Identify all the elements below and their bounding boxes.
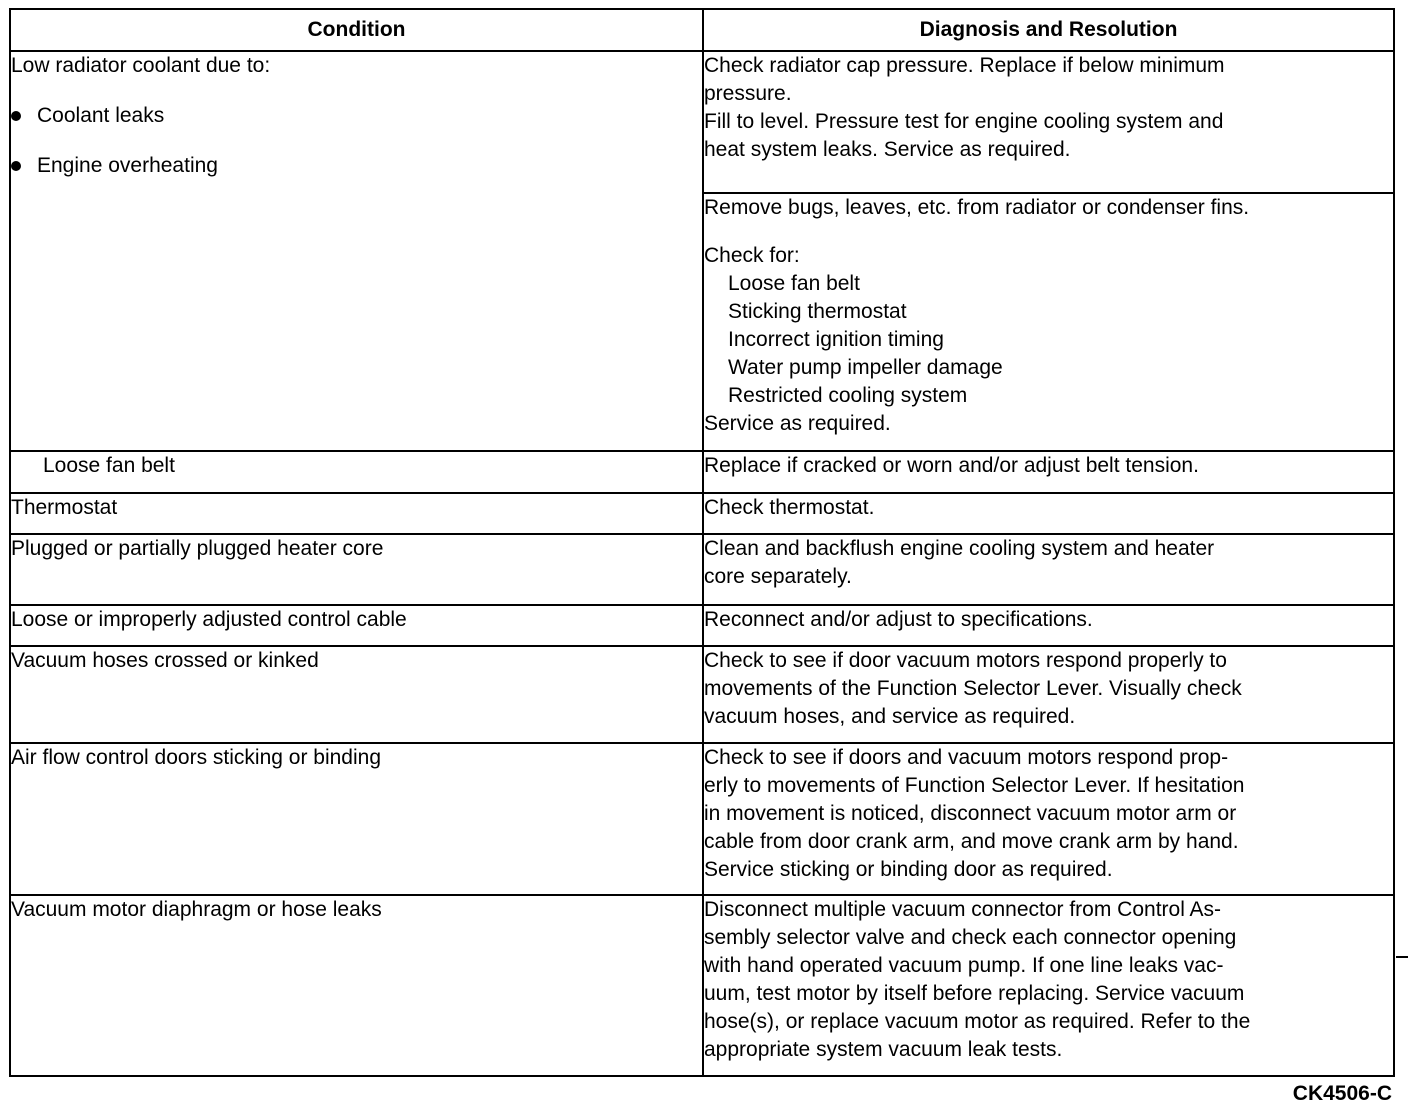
table-row — [10, 51, 1394, 193]
diagnosis-cell-check-for — [703, 193, 1394, 451]
condition-text: Air flow control doors sticking or binding — [11, 746, 382, 769]
check-item: Sticking thermostat — [728, 300, 907, 323]
diagnosis-line: uum, test motor by itself before replacing. Service vacuum — [704, 982, 1245, 1005]
condition-cell — [10, 895, 703, 1076]
diagnosis-header: Diagnosis and Resolution — [703, 9, 1394, 51]
bullet-icon — [11, 111, 21, 121]
diagnosis-line: with hand operated vacuum pump. If one line leaks vac- — [704, 954, 1224, 977]
condition-cell-low-coolant — [10, 51, 703, 451]
condition-cell — [10, 646, 703, 743]
condition-text: Thermostat — [11, 496, 118, 519]
diagnosis-line: core separately. — [704, 565, 852, 588]
condition-text: Vacuum hoses crossed or kinked — [11, 649, 319, 672]
diagnosis-line: erly to movements of Function Selector Lever. If hesitation — [704, 774, 1245, 797]
edge-tick-mark — [1396, 956, 1408, 958]
table-row — [10, 493, 1394, 534]
list-item — [11, 102, 702, 130]
diagnosis-line: Check to see if doors and vacuum motors respond prop- — [704, 746, 1229, 769]
diagnosis-line: in movement is noticed, disconnect vacuum motor arm or — [704, 802, 1237, 825]
diagnosis-line: Service as required. — [704, 412, 891, 435]
diagnosis-cell — [703, 493, 1394, 534]
diagnosis-line: appropriate system vacuum leak tests. — [704, 1038, 1063, 1061]
diagnosis-cell-radiator-cap — [703, 51, 1394, 193]
diagnosis-line: Check to see if door vacuum motors respond properly to — [704, 649, 1227, 672]
check-item: Loose fan belt — [728, 272, 860, 295]
diagnosis-cell — [703, 895, 1394, 1076]
diagnosis-line: Clean and backflush engine cooling system and heater — [704, 537, 1215, 560]
diagnosis-line: pressure. — [704, 82, 792, 105]
diagnosis-cell — [703, 534, 1394, 605]
condition-header: Condition — [10, 9, 703, 51]
table-row — [10, 451, 1394, 493]
table-row — [10, 534, 1394, 605]
header-row — [10, 9, 1394, 51]
diagnosis-line: Reconnect and/or adjust to specifications. — [704, 608, 1093, 631]
check-item: Restricted cooling system — [728, 384, 968, 407]
diagnosis-line: vacuum hoses, and service as required. — [704, 705, 1076, 728]
diagnosis-cell — [703, 451, 1394, 493]
diagnosis-line: Check thermostat. — [704, 496, 875, 519]
list-item — [11, 152, 702, 180]
diagnosis-line: Check for: — [704, 244, 800, 267]
diagnosis-line: Service sticking or binding door as required. — [704, 858, 1113, 881]
table-row — [10, 743, 1394, 895]
diagnosis-line: Replace if cracked or worn and/or adjust belt tension. — [704, 454, 1199, 477]
diagnosis-line: heat system leaks. Service as required. — [704, 138, 1071, 161]
bullet-icon — [11, 161, 21, 171]
condition-text: Vacuum motor diaphragm or hose leaks — [11, 898, 382, 921]
diagnosis-line: Disconnect multiple vacuum connector from Control As- — [704, 898, 1222, 921]
diagnosis-cell — [703, 646, 1394, 743]
diagnosis-line: Remove bugs, leaves, etc. from radiator or condenser fins. — [704, 196, 1250, 219]
diagnosis-line: movements of the Function Selector Lever. Visually check — [704, 677, 1242, 700]
condition-text: Low radiator coolant due to: — [11, 54, 271, 77]
table-row — [10, 646, 1394, 743]
bullet-text: Engine overheating — [37, 154, 218, 177]
diagnosis-cell — [703, 743, 1394, 895]
check-item: Incorrect ignition timing — [728, 328, 944, 351]
diagnosis-line: Fill to level. Pressure test for engine cooling system and — [704, 110, 1224, 133]
condition-cell — [10, 605, 703, 646]
condition-bullet-list — [11, 102, 702, 180]
figure-code: CK4506-C — [1292, 1082, 1392, 1105]
condition-text: Loose fan belt — [43, 454, 175, 477]
diagnosis-line: sembly selector valve and check each connector opening — [704, 926, 1237, 949]
table-row — [10, 605, 1394, 646]
check-item: Water pump impeller damage — [728, 356, 1003, 379]
diagnosis-line: Check radiator cap pressure. Replace if below minimum — [704, 54, 1225, 77]
condition-cell — [10, 743, 703, 895]
condition-text: Loose or improperly adjusted control cable — [11, 608, 407, 631]
condition-cell — [10, 493, 703, 534]
diagnosis-table — [9, 8, 1395, 1077]
condition-cell — [10, 534, 703, 605]
diagnosis-cell — [703, 605, 1394, 646]
condition-cell — [10, 451, 703, 493]
diagnosis-line: hose(s), or replace vacuum motor as required. Refer to the — [704, 1010, 1251, 1033]
bullet-text: Coolant leaks — [37, 104, 165, 127]
condition-text: Plugged or partially plugged heater core — [11, 537, 384, 560]
diagnosis-line: cable from door crank arm, and move crank arm by hand. — [704, 830, 1239, 853]
table-row — [10, 895, 1394, 1076]
